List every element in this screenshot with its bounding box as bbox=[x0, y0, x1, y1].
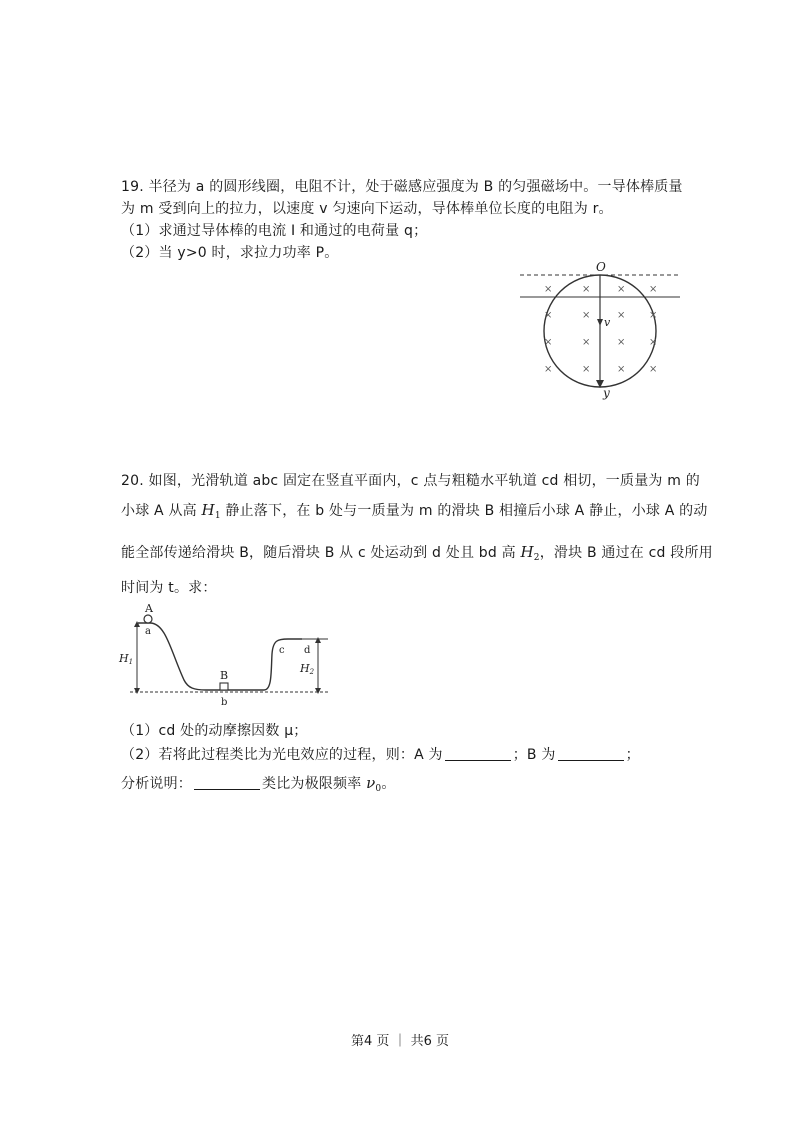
q20-line3-end: ，滑块 B 通过在 cd 段所用 bbox=[539, 545, 713, 561]
analysis-prompt: 分析说明： bbox=[121, 776, 192, 792]
q20-part2-prompt-b: ；B 为 bbox=[512, 747, 556, 763]
q20-part1: （1）cd 处的动摩擦因数 μ； bbox=[121, 723, 308, 739]
q20-part2-end: ； bbox=[625, 747, 640, 763]
q20-track-figure bbox=[116, 602, 336, 712]
velocity-label: v bbox=[604, 316, 611, 329]
q20-line2-end: 静止落下，在 b 处与一质量为 m 的滑块 B 相撞后小球 A 静止，小球 A 的动 bbox=[220, 503, 708, 519]
h2-symbol: $H_2$ bbox=[520, 543, 540, 563]
field-mark: × bbox=[649, 364, 658, 375]
answer-blank-analysis[interactable] bbox=[194, 775, 260, 790]
answer-blank-b[interactable] bbox=[558, 746, 624, 761]
q20-analysis bbox=[121, 773, 396, 799]
analysis-text: 类比为极限频率 bbox=[262, 776, 367, 792]
field-mark: × bbox=[582, 310, 591, 321]
field-mark: × bbox=[544, 364, 553, 375]
q20-text-line2 bbox=[121, 500, 708, 526]
label-point-b: b bbox=[221, 697, 228, 708]
field-mark: × bbox=[582, 337, 591, 348]
label-point-a: a bbox=[145, 626, 151, 637]
field-mark: × bbox=[544, 284, 553, 295]
label-h1: H1 bbox=[119, 652, 134, 666]
q20-line2-start: 小球 A 从高 bbox=[121, 503, 202, 519]
q20-text-line3 bbox=[121, 542, 713, 568]
field-mark: × bbox=[649, 337, 658, 348]
field-mark: × bbox=[617, 337, 626, 348]
analysis-end: 。 bbox=[381, 776, 396, 792]
field-mark: × bbox=[649, 310, 658, 321]
q19-text-line2: 为 m 受到向上的拉力，以速度 v 匀速向下运动，导体棒单位长度的电阻为 r。 bbox=[121, 201, 613, 217]
label-point-d: d bbox=[304, 645, 311, 656]
field-mark: × bbox=[582, 364, 591, 375]
q20-part2 bbox=[121, 745, 640, 765]
label-block-B: B bbox=[220, 669, 229, 682]
q19-text-line1: 19. 半径为 a 的圆形线圈，电阻不计，处于磁感应强度为 B 的匀强磁场中。一导体棒质量 bbox=[121, 179, 683, 195]
q19-part2: （2）当 y>0 时，求拉力功率 P。 bbox=[121, 245, 339, 261]
field-mark: × bbox=[617, 284, 626, 295]
field-mark: × bbox=[617, 310, 626, 321]
field-mark: × bbox=[582, 284, 591, 295]
q20-part2-prompt-a: （2）若将此过程类比为光电效应的过程，则：A 为 bbox=[121, 747, 443, 763]
field-mark: × bbox=[617, 364, 626, 375]
page-footer: 第4 页 ｜ 共6 页 bbox=[350, 1034, 450, 1049]
q20-line3-start: 能全部传递给滑块 B，随后滑块 B 从 c 处运动到 d 处且 bd 高 bbox=[121, 545, 521, 561]
h1-symbol: $H_1$ bbox=[201, 501, 221, 521]
label-point-c: c bbox=[279, 645, 285, 656]
label-h2: H2 bbox=[300, 662, 315, 676]
y-axis-label: y bbox=[603, 386, 610, 400]
q19-part1: （1）求通过导体棒的电流 I 和通过的电荷量 q； bbox=[121, 223, 428, 239]
field-mark: × bbox=[544, 310, 553, 321]
answer-blank-a[interactable] bbox=[445, 746, 511, 761]
q20-text-line1: 20. 如图，光滑轨道 abc 固定在竖直平面内，c 点与粗糙水平轨道 cd 相切，一质量为 m 的 bbox=[121, 473, 700, 489]
q19-circle-figure bbox=[518, 260, 688, 400]
origin-label: O bbox=[596, 260, 606, 274]
field-mark: × bbox=[544, 337, 553, 348]
q20-text-line4: 时间为 t。求： bbox=[121, 580, 217, 596]
label-ball-A: A bbox=[145, 602, 153, 615]
nu0-symbol: $\nu_0$ bbox=[366, 774, 382, 794]
field-mark: × bbox=[649, 284, 658, 295]
